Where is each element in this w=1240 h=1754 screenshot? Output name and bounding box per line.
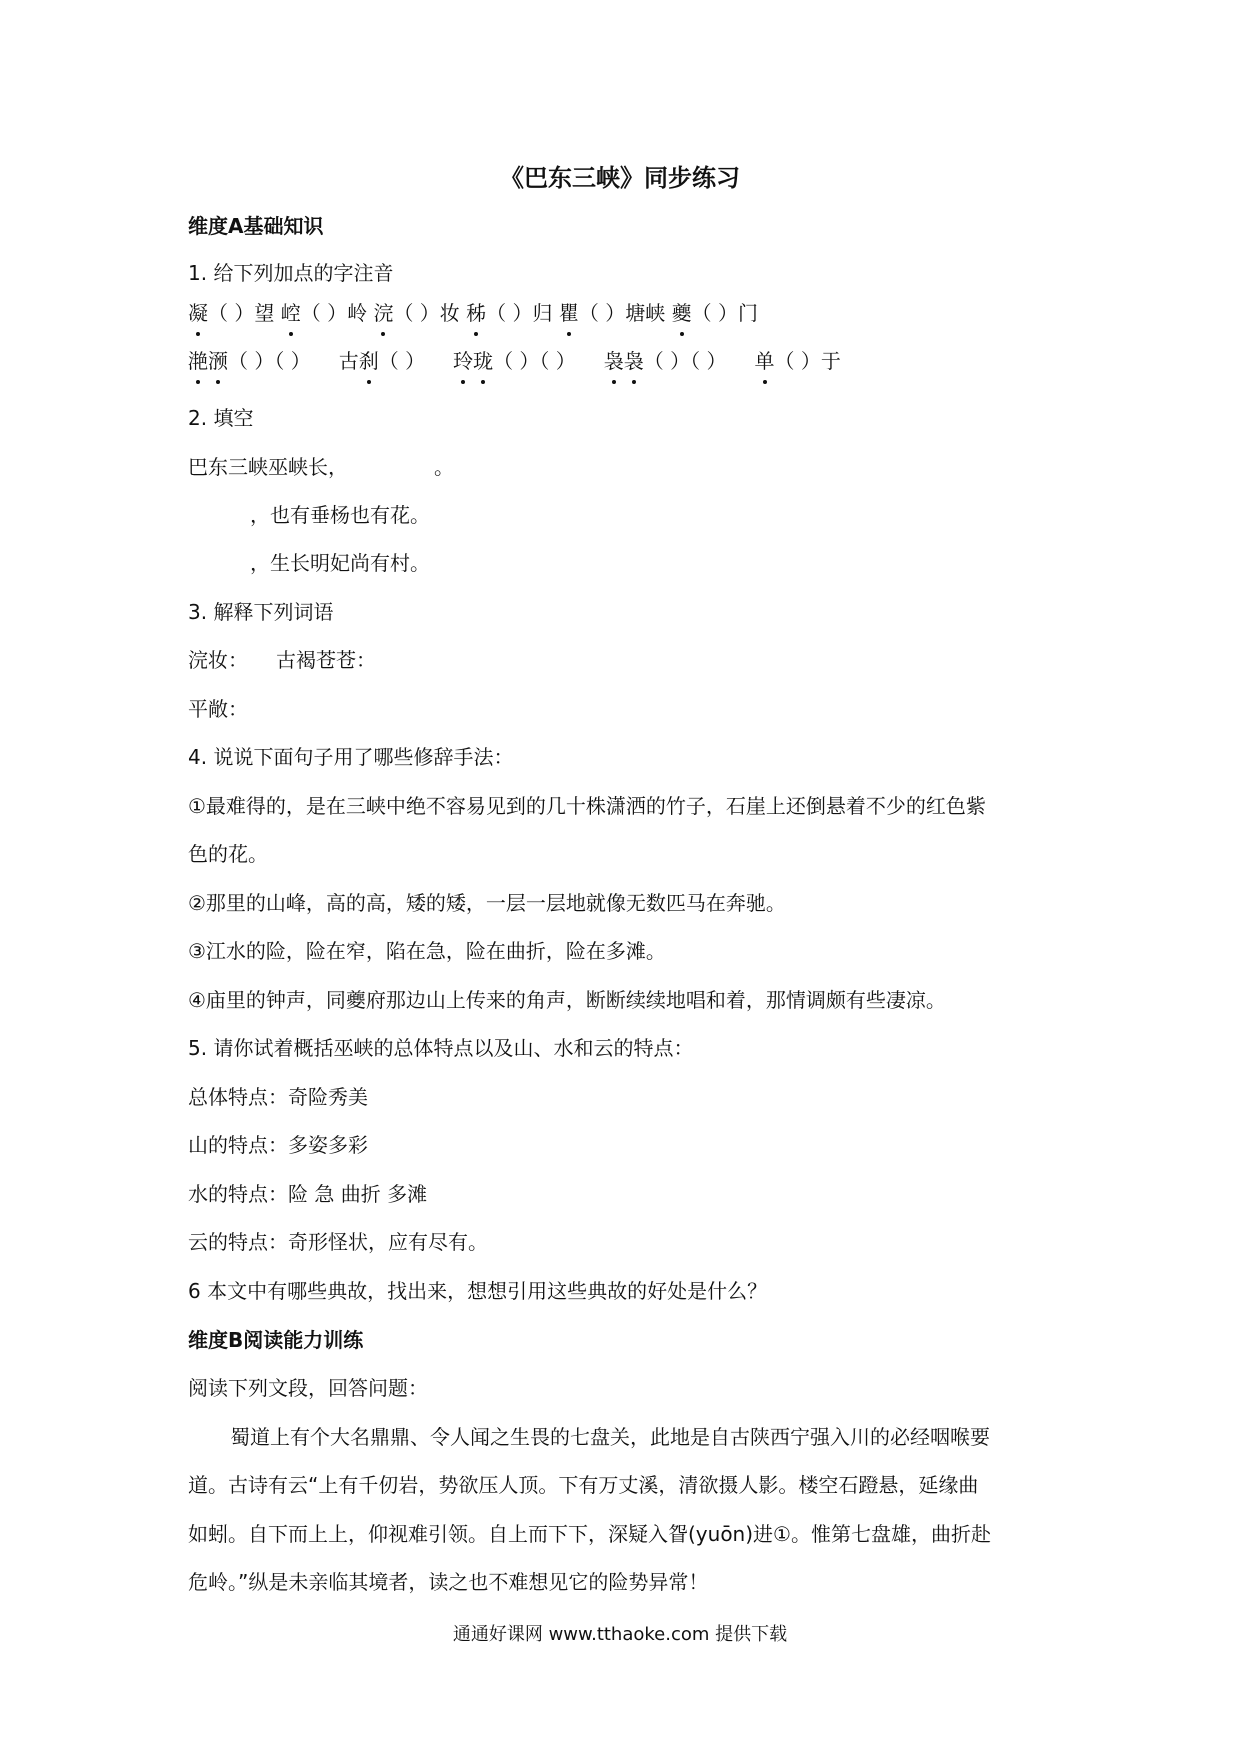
q2-line3: ，生长明妃尚有村。 (250, 551, 430, 575)
reading-line1: 蜀道上有个大名鼎鼎、令人闻之生畏的七盘关，此地是自古陕西宁强入川的必经咽喉要 (230, 1425, 990, 1449)
dotted-char: 夔 (672, 298, 692, 328)
q3-term2: 古褐苍苍： (276, 648, 376, 672)
reading-intro: 阅读下列文段，回答问题： (188, 1376, 428, 1400)
dotted-char: 凝 (188, 298, 208, 328)
pinyin-blank: （ ） (378, 349, 426, 373)
q1-row1 (188, 298, 1090, 328)
pinyin-blank: （ ）望 (208, 301, 281, 325)
q5-answer2: 山的特点：多姿多彩 (188, 1133, 368, 1157)
q3-term1: 浣妆： (188, 648, 248, 672)
q4-sentence2: ②那里的山峰，高的高，矮的矮，一层一层地就像无数匹马在奔驰。 (188, 891, 786, 915)
q5-title: 5. 请你试着概括巫峡的总体特点以及山、水和云的特点： (188, 1036, 694, 1060)
dotted-char: 玲 (453, 346, 473, 376)
pinyin-blank: （ ）塘峡 (578, 301, 672, 325)
dotted-char: 刹 (359, 346, 379, 376)
dotted-char: 浣 (373, 298, 393, 328)
q1-title: 1. 给下列加点的字注音 (188, 261, 394, 285)
q3-title: 3. 解释下列词语 (188, 600, 334, 624)
q2-line1-text: 巴东三峡巫峡长， (188, 455, 348, 479)
q3-line1 (188, 645, 1090, 675)
q6-question: 6 本文中有哪些典故，找出来，想想引用这些典故的好处是什么？ (188, 1279, 768, 1303)
q1-row2 (188, 346, 1090, 376)
dotted-char: 单 (755, 346, 775, 376)
dotted-char: 滟 (188, 346, 208, 376)
pinyin-blank: （ ）岭 (300, 301, 374, 325)
reading-line2: 道。古诗有云“上有千仞岩，势欲压人顶。下有万丈溪，清欲摄人影。楼空石蹬悬，延缘曲 (188, 1473, 979, 1497)
dotted-char: 珑 (473, 346, 493, 376)
pinyin-blank: （ ）于 (774, 349, 841, 373)
reading-line3: 如蚓。自下而上上，仰视难引领。自上而下下，深疑入眢(yuōn)进①。惟第七盘雄，曲折赴 (188, 1522, 991, 1546)
q4-sentence1b: 色的花。 (188, 842, 268, 866)
q5-answer3: 水的特点：险 急 曲折 多滩 (188, 1182, 428, 1206)
pinyin-blank: （ ）（ ） (228, 349, 311, 373)
q2-line2: ，也有垂杨也有花。 (250, 503, 430, 527)
q3-line2: 平敞： (188, 697, 248, 721)
q5-answer4: 云的特点：奇形怪状，应有尽有。 (188, 1230, 488, 1254)
pinyin-blank: （ ）（ ） (493, 349, 576, 373)
footer-credit: 通通好课网 www.tthaoke.com 提供下载 (452, 1624, 788, 1645)
q2-line1 (188, 452, 1090, 482)
q2-line1-end: 。 (434, 455, 454, 479)
pinyin-blank: （ ）归 (486, 301, 559, 325)
reading-line4: 危岭。”纵是未亲临其境者，读之也不难想见它的险势异常！ (188, 1570, 709, 1594)
plain-char: 古 (338, 349, 359, 373)
dotted-char: 瞿 (559, 298, 579, 328)
dotted-char: 秭 (466, 298, 486, 328)
q4-sentence3: ③江水的险，险在窄，陷在急，险在曲折，险在多滩。 (188, 939, 666, 963)
dotted-char: 滪 (208, 346, 228, 376)
q5-answer1: 总体特点：奇险秀美 (188, 1085, 368, 1109)
dotted-char: 崆 (281, 298, 301, 328)
dotted-char: 袅 (604, 346, 624, 376)
q2-title: 2. 填空 (188, 406, 254, 430)
q4-sentence4: ④庙里的钟声，同夔府那边山上传来的角声，断断续续地唱和着，那情调颇有些凄凉。 (188, 988, 946, 1012)
section-a-heading: 维度A基础知识 (188, 214, 324, 238)
dotted-char: 袅 (624, 346, 644, 376)
q4-sentence1a: ①最难得的，是在三峡中绝不容易见到的几十株潇洒的竹子，石崖上还倒悬着不少的红色紫 (188, 794, 986, 818)
section-b-heading: 维度B阅读能力训练 (188, 1328, 364, 1352)
pinyin-blank: （ ）（ ） (643, 349, 727, 373)
q4-title: 4. 说说下面句子用了哪些修辞手法： (188, 745, 514, 769)
pinyin-blank: （ ）门 (691, 301, 758, 325)
page-title: 《巴东三峡》同步练习 (500, 164, 740, 192)
pinyin-blank: （ ）妆 (393, 301, 467, 325)
